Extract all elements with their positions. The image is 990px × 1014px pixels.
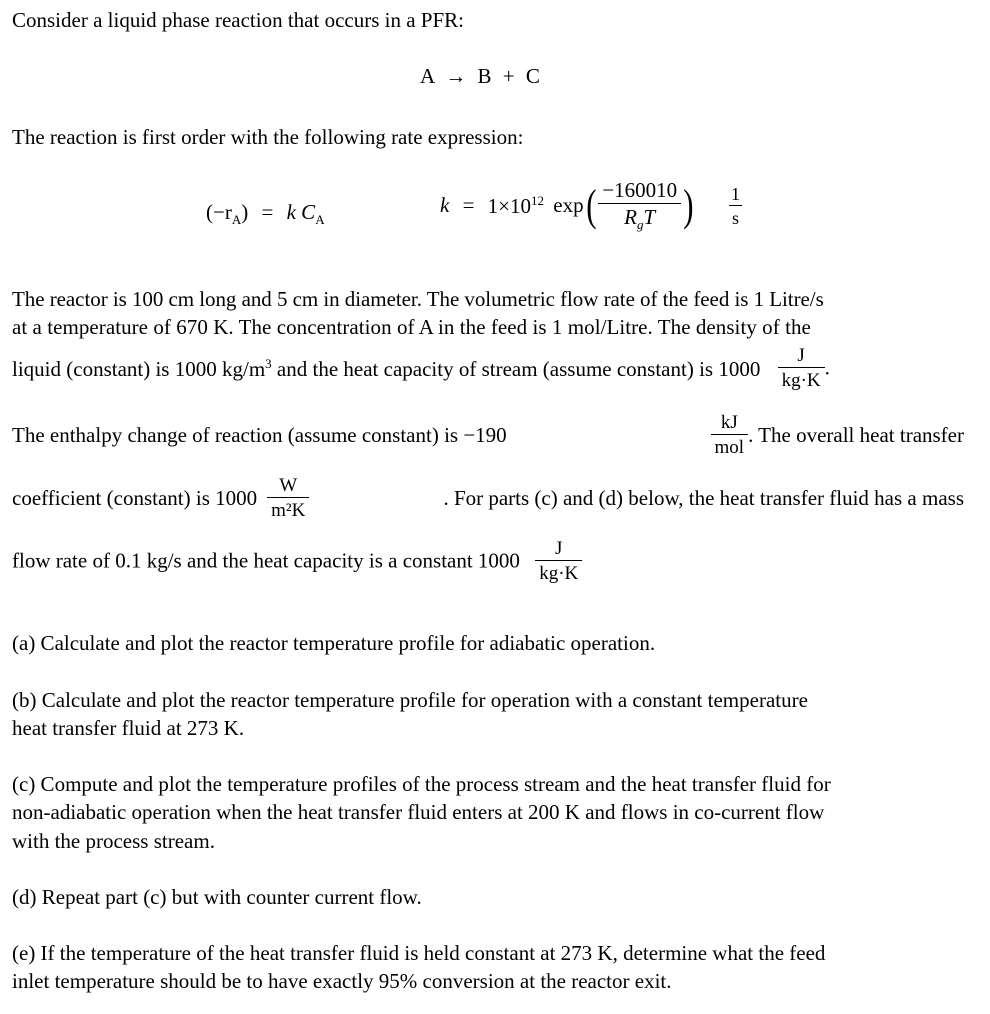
k-equals: = bbox=[462, 193, 475, 218]
k-unit-numerator: 1 bbox=[731, 183, 741, 204]
u-unit-denominator: m²K bbox=[271, 500, 306, 521]
rate-k: k bbox=[286, 200, 296, 224]
activation-fraction bbox=[598, 180, 681, 231]
cubic-superscript: 3 bbox=[265, 355, 272, 371]
right-paren: ) bbox=[683, 180, 694, 230]
intro-text: Consider a liquid phase reaction that occurs in a PFR: bbox=[12, 8, 464, 32]
enthalpy-text: The enthalpy change of reaction (assume constant) is −190 bbox=[12, 422, 507, 447]
u-unit-numerator: W bbox=[267, 476, 309, 498]
part-c-line-2: non-adiabatic operation when the heat transfer fluid enters at 200 K and flows in co-current flow bbox=[12, 800, 825, 824]
species-c: C bbox=[525, 64, 540, 88]
k-prefactor: $1\times 10^{12}$ bbox=[487, 193, 545, 219]
left-paren: ( bbox=[585, 180, 597, 230]
first-order-text: The reaction is first order with the following rate expression: bbox=[12, 125, 524, 149]
species-a: A bbox=[420, 64, 435, 88]
paragraph-line-3: liquid (constant) is 1000 $kg/m^3$ and the heat capacity of stream (assume constant) is 1000 $\frac{J}{kg\cdot K}$ . bbox=[12, 345, 830, 391]
parts-cd-text: . For parts (c) and (d) below, the heat transfer fluid has a mass bbox=[443, 485, 964, 510]
k-unit-denominator: s bbox=[732, 207, 740, 228]
dh-unit-numerator: kJ bbox=[711, 413, 749, 435]
exp-function: exp bbox=[553, 193, 584, 218]
part-e-line-1: (e) If the temperature of the heat transfer fluid is held constant at 273 K, determine what the feed bbox=[12, 941, 826, 965]
heat-transfer-text: . The overall heat transfer bbox=[748, 422, 964, 447]
paragraph-line-6: flow rate of 0.1 kg/s and the heat capacity is a constant 1000 $\frac{J}{kg\cdot K}$ bbox=[12, 539, 582, 583]
rate-equals: = bbox=[261, 200, 274, 224]
rate-lhs-open: (−r bbox=[206, 200, 232, 224]
cp2-unit-denominator: kg·K bbox=[539, 563, 579, 584]
k-expression bbox=[440, 180, 742, 231]
k-symbol: k bbox=[440, 193, 450, 218]
rate-expression bbox=[206, 202, 325, 226]
coefficient-text: coefficient (constant) is 1000 bbox=[12, 485, 258, 510]
activation-denominator: $R_gT$ bbox=[624, 205, 656, 233]
part-c-line-3: with the process stream. bbox=[12, 829, 215, 853]
rate-lhs-sub: A bbox=[231, 212, 242, 228]
rate-c: C bbox=[301, 200, 316, 224]
paragraph-line-1: The reactor is 100 cm long and 5 cm in diameter. The volumetric flow rate of the feed is 1 Litre/s bbox=[12, 287, 824, 311]
paragraph-line-4 bbox=[12, 413, 964, 457]
part-b-line-2: heat transfer fluid at 273 K. bbox=[12, 716, 245, 740]
reaction-arrow: → bbox=[445, 64, 467, 88]
rate-c-sub: A bbox=[315, 212, 325, 228]
cp-unit-denominator: kg·K bbox=[781, 370, 821, 391]
activation-numerator: −160010 bbox=[598, 180, 681, 204]
k-prefactor-exponent: 12 bbox=[531, 193, 545, 209]
u-unit-fraction bbox=[267, 476, 309, 520]
cp2-unit-fraction bbox=[535, 539, 582, 583]
cp-unit-numerator: J bbox=[778, 346, 825, 368]
rate-lhs-close: ) bbox=[241, 200, 249, 224]
dh-unit-denominator: mol bbox=[714, 437, 745, 458]
part-a: (a) Calculate and plot the reactor temperature profile for adiabatic operation. bbox=[12, 631, 656, 655]
cp2-unit-numerator: J bbox=[535, 539, 582, 561]
part-e-line-2: inlet temperature should be to have exactly 95% conversion at the reactor exit. bbox=[12, 969, 672, 993]
paragraph-line-5 bbox=[12, 476, 964, 520]
dh-unit-fraction bbox=[711, 413, 749, 457]
part-c-line-1: (c) Compute and plot the temperature profiles of the process stream and the heat transfer fluid for bbox=[12, 772, 831, 796]
paragraph-line-2: at a temperature of 670 K. The concentration of A in the feed is 1 mol/Litre. The density of the bbox=[12, 315, 811, 339]
part-b-line-1: (b) Calculate and plot the reactor temperature profile for operation with a constant temperature bbox=[12, 688, 808, 712]
cp-unit-fraction bbox=[778, 346, 825, 390]
k-unit-fraction bbox=[729, 185, 742, 227]
reaction-equation bbox=[420, 66, 540, 87]
plus-sign: + bbox=[502, 64, 515, 88]
species-b: B bbox=[477, 64, 492, 88]
part-d: (d) Repeat part (c) but with counter current flow. bbox=[12, 885, 422, 909]
